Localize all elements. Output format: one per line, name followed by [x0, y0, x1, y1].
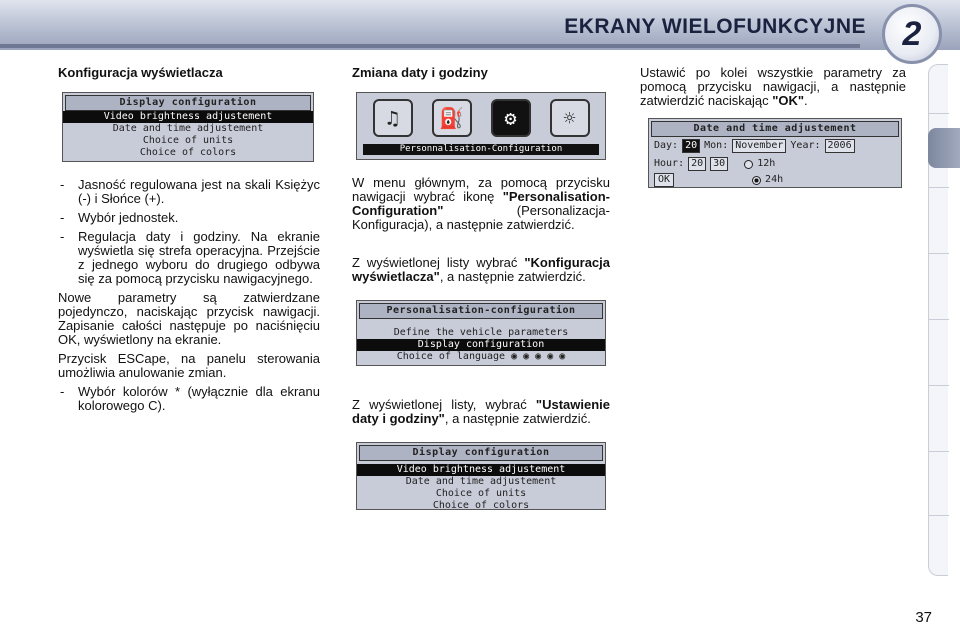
active-chapter-tab [928, 128, 960, 168]
screen-title: Date and time adjustement [651, 121, 899, 137]
music-icon: ♫ [373, 99, 413, 137]
text: , a następnie zatwierdzić. [439, 269, 586, 284]
main-menu-screen [356, 92, 606, 160]
list-item: - Wybór kolorów * (wyłącznie dla ekranu kolorowego C). [58, 385, 320, 413]
screen-title: Personalisation-configuration [359, 303, 603, 319]
selected-icon-label: Personnalisation-Configuration [363, 144, 599, 155]
menu-item-video-brightness: Video brightness adjustement [357, 464, 605, 476]
paragraph [352, 398, 610, 426]
paragraph: Nowe parametry są zatwierdzane pojedynczo, naciskając przycisk nawigacji. Zapisanie całości następuje po naciśnięciu OK, wyświetlony na ekranie. [58, 290, 320, 347]
bold-text: "Konfiguracja wyświetlacza" [352, 255, 610, 284]
menu-item-language: Choice of language ◉ ◉ ◉ ◉ ◉ [396, 351, 566, 362]
header-stripe [0, 44, 860, 48]
menu-item-date-time: Date and time adjustement [405, 476, 557, 487]
page-number: 37 [915, 609, 932, 626]
column-date-time-change [352, 66, 610, 510]
paragraph [352, 176, 610, 232]
menu-item-units: Choice of units [142, 135, 234, 146]
year-field: 2006 [825, 139, 855, 153]
text: . [804, 93, 808, 108]
tab-divider [929, 253, 949, 254]
text: Z wyświetlonej listy wybrać [352, 255, 525, 270]
paragraph: Przycisk ESCape, na panelu sterowania umożliwia anulowanie zmian. [58, 351, 320, 380]
tab-divider [929, 451, 949, 452]
radio-24h [752, 176, 761, 185]
menu-item-video-brightness: Video brightness adjustement [63, 111, 313, 123]
menu-item-units: Choice of units [435, 488, 527, 499]
list-item: - Jasność regulowana jest na skali Księżyc (-) i Słońce (+). [58, 178, 320, 206]
personalisation-configuration-screen [356, 300, 606, 366]
menu-item-colors: Choice of colors [432, 500, 530, 511]
text: W menu głównym, za pomocą przycisku nawigacji wybrać ikonę [352, 175, 610, 204]
format-row [649, 173, 901, 187]
text: (Personalizacja-Konfiguracja), a następnie zatwierdzić. [352, 203, 610, 232]
tab-divider [929, 515, 949, 516]
radio-12h [744, 160, 753, 169]
day-field: 20 [682, 139, 700, 153]
menu-item-colors: Choice of colors [139, 147, 237, 158]
icon-row [357, 93, 605, 137]
hour-label: Hour: [654, 158, 685, 169]
option-list [58, 385, 320, 413]
display-configuration-screen [62, 92, 314, 162]
list-item: - Wybór jednostek. [58, 211, 320, 225]
fuel-pump-icon: ⛽ [432, 99, 472, 137]
paragraph [640, 66, 906, 108]
hour-field: 20 [688, 157, 706, 171]
text: Ustawić po kolei wszystkie parametry za pomocą przycisku nawigacji, a następnie zatwierdzić naciskając [640, 65, 906, 108]
language-label: Choice of language [396, 351, 506, 362]
menu-item-vehicle-parameters: Define the vehicle parameters [393, 327, 569, 338]
page-header [0, 0, 960, 53]
screen-title: Display configuration [359, 445, 603, 461]
hour-row [649, 155, 901, 173]
label-24h: 24h [765, 174, 784, 185]
text: Z wyświetlonej listy, wybrać [352, 397, 536, 412]
bold-text: "Personalisation-Configuration" [352, 189, 610, 218]
list-item: - Regulacja daty i godziny. Na ekranie wyświetla się strefa operacyjna. Przejście z jednego wyboru do drugiego odbywa się za pomocą przycisku nawigacyjnego. [58, 230, 320, 286]
chapter-badge: 2 [882, 4, 942, 64]
year-label: Year: [790, 140, 821, 151]
label-12h: 12h [757, 158, 776, 169]
day-label: Day: [654, 140, 679, 151]
paragraph [352, 256, 610, 284]
ok-button: OK [654, 173, 674, 187]
option-list [58, 178, 320, 286]
menu-item-display-configuration: Display configuration [357, 339, 605, 351]
section-title: Zmiana daty i godziny [352, 65, 488, 80]
page-title: EKRANY WIELOFUNKCYJNE [564, 15, 866, 38]
section-title: Konfiguracja wyświetlacza [58, 65, 223, 80]
tab-divider [929, 385, 949, 386]
minute-field: 30 [710, 157, 728, 171]
tab-divider [929, 319, 949, 320]
menu-item-date-time: Date and time adjustement [112, 123, 264, 134]
settings-sliders-icon: ⚙ [491, 99, 531, 137]
screen-title: Display configuration [65, 95, 311, 111]
date-row [649, 137, 901, 155]
bold-text: "OK" [772, 93, 805, 108]
tab-divider [929, 113, 949, 114]
tab-divider [929, 187, 949, 188]
month-field: November [732, 139, 786, 153]
date-time-adjustment-screen [648, 118, 902, 188]
sun-road-icon: ☼ [550, 99, 590, 137]
column-display-configuration [58, 66, 320, 418]
column-set-parameters [640, 66, 906, 188]
bold-text: "Ustawienie daty i godziny" [352, 397, 610, 426]
month-label: Mon: [704, 140, 729, 151]
display-configuration-screen [356, 442, 606, 510]
text: , a następnie zatwierdzić. [444, 411, 591, 426]
